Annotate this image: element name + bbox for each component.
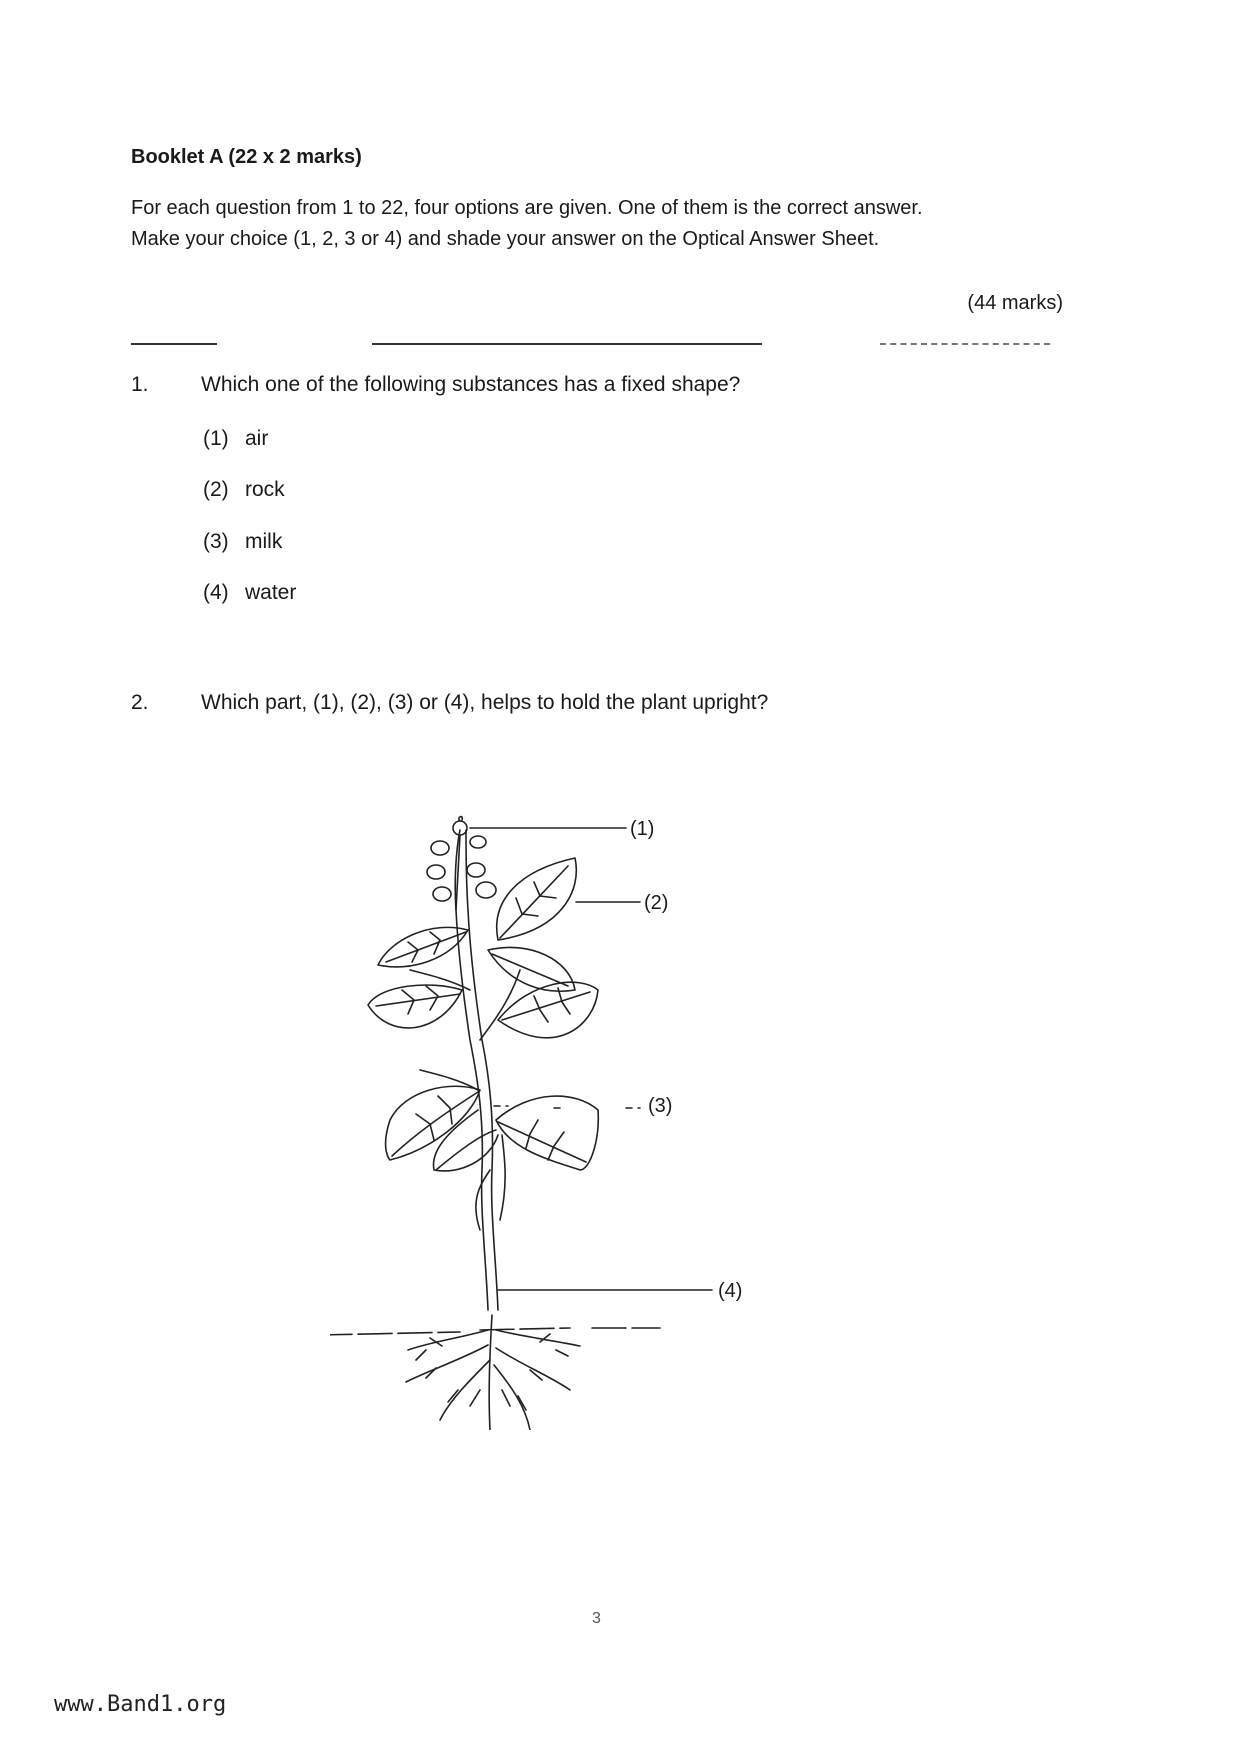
- flower-buds: [427, 817, 496, 910]
- option-label: (2): [203, 478, 229, 501]
- booklet-heading: Booklet A (22 x 2 marks): [131, 146, 362, 168]
- footer-url[interactable]: www.Band1.org: [54, 1692, 227, 1717]
- option-text: water: [245, 581, 297, 604]
- option-label: (4): [203, 581, 229, 604]
- plant-diagram: [330, 790, 850, 1430]
- question-1-option-1[interactable]: [203, 427, 268, 451]
- option-text: milk: [245, 530, 283, 553]
- figure-label-4: (4): [718, 1280, 743, 1302]
- instruction-line-2: Make your choice (1, 2, 3 or 4) and shade your answer on the Optical Answer Sheet.: [131, 228, 880, 250]
- option-text: air: [245, 427, 269, 450]
- ground-line: [330, 1328, 660, 1335]
- instruction-line-1: For each question from 1 to 22, four options are given. One of them is the correct answer.: [131, 197, 923, 219]
- plant-stem: [455, 830, 488, 1310]
- option-label: (1): [203, 427, 229, 450]
- question-2-number: 2.: [131, 691, 149, 714]
- total-marks: (44 marks): [967, 292, 1063, 314]
- option-text: rock: [245, 478, 285, 501]
- question-1-text: Which one of the following substances has a fixed shape?: [201, 373, 741, 396]
- figure-label-2: (2): [644, 892, 669, 914]
- separator-rule-middle: [372, 343, 762, 345]
- option-label: (3): [203, 530, 229, 553]
- question-1-number: 1.: [131, 373, 149, 396]
- question-1-option-4[interactable]: [203, 581, 296, 605]
- separator-rule-left: [131, 343, 217, 345]
- question-2-text: Which part, (1), (2), (3) or (4), helps to hold the plant upright?: [201, 691, 769, 714]
- figure-label-3: (3): [648, 1095, 673, 1117]
- separator-rule-right: [880, 343, 1050, 345]
- question-1-option-3[interactable]: [203, 530, 282, 554]
- page-number: 3: [592, 1610, 601, 1627]
- question-1-option-2[interactable]: [203, 478, 285, 502]
- figure-label-1: (1): [630, 818, 655, 840]
